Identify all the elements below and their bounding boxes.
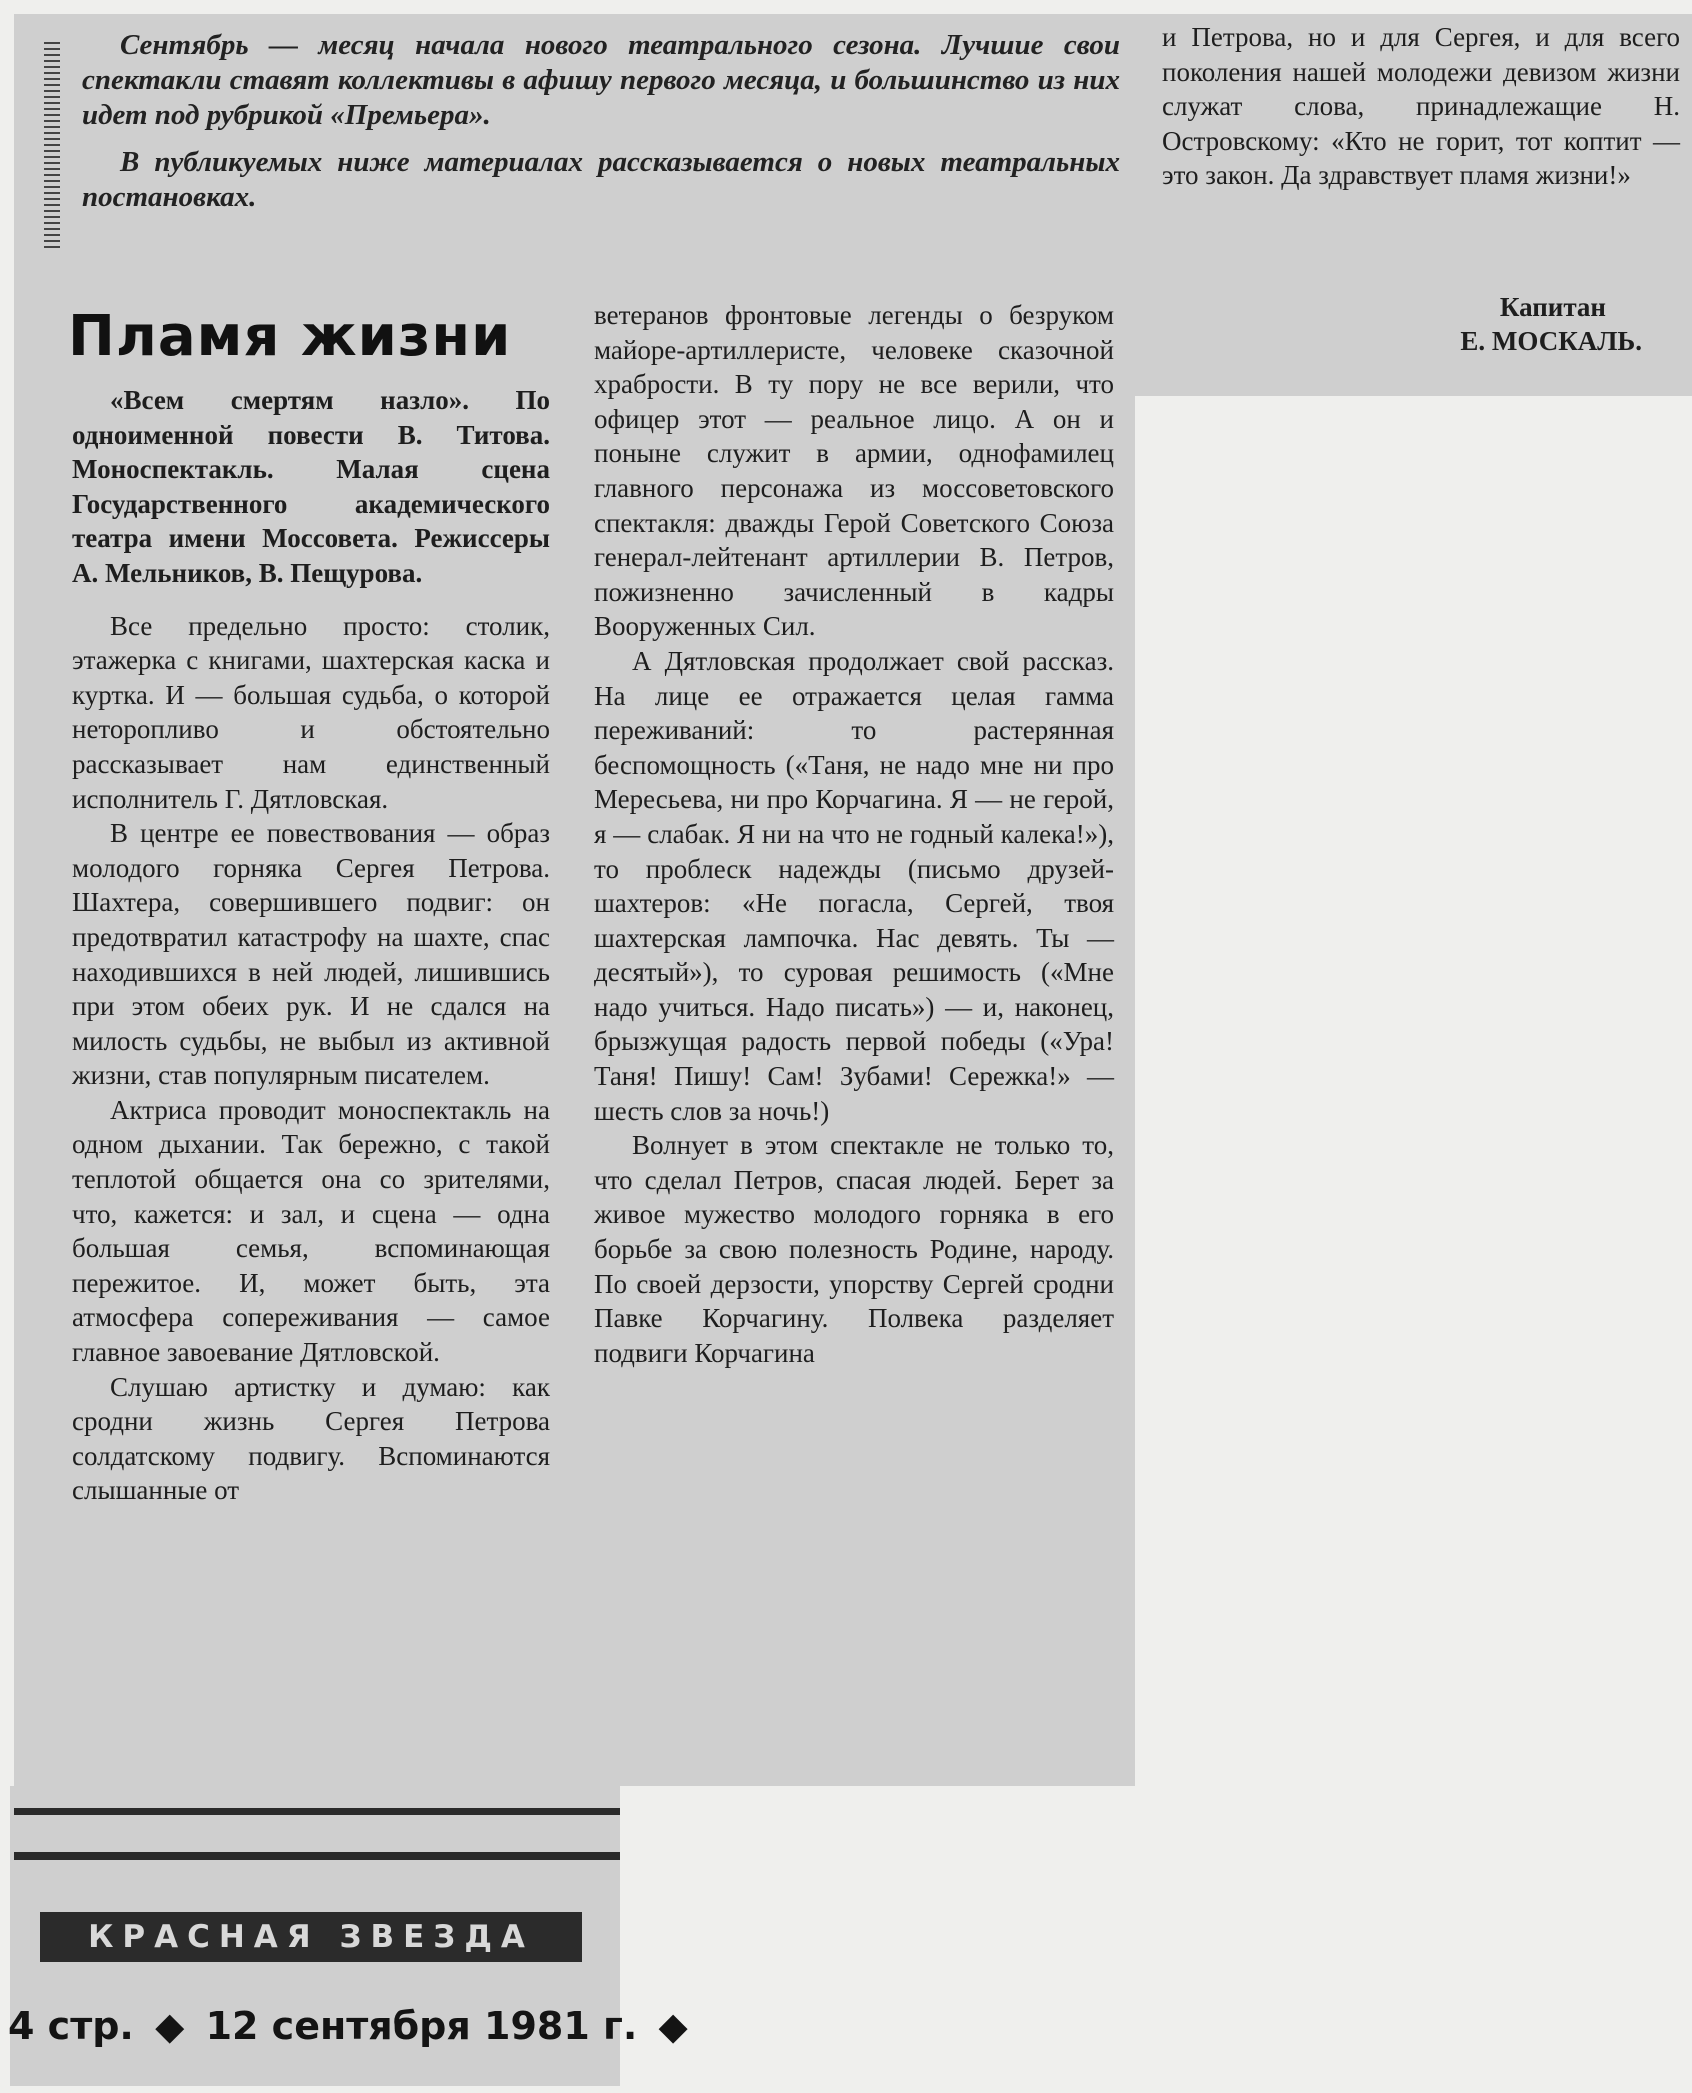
footer-rule-bottom [14, 1852, 620, 1860]
signature-name: Е. МОСКАЛЬ. [1460, 326, 1642, 356]
article-paragraph: А Дятловская продолжает свой рассказ. На лице ее отражается целая гамма переживаний: то растерянная беспомощность («Таня, не надо мне ни про Мересьева, ни про Корчагина. Я — не герой, я — слабак. Я ни на что не годный калека!»), то проблеск надежды (письмо друзей-шахтеров: «Не погасла, Сергей, твоя шахтерская лампочка. Нас девять. Ты — десятый»), то суровая решимость («Мне надо учиться. Надо писать») — и, наконец, брызжущая радость первой победы («Ура! Таня! Пишу! Сам! Зубами! Сережка!» — шесть слов за ночь!) [594, 645, 1114, 1126]
article-paragraph: ветеранов фронтовые легенды о безруком майоре-артиллеристе, человеке сказочной храбрости. В ту пору не все верили, что офицер этот — реальное лицо. А он и поныне служит в армии, однофамилец главного персонажа из моссоветовского спектакля: дважды Герой Советского Союза генерал-лейтенант артиллерии В. Петров, пожизненно зачисленный в кадры Вооруженных Сил. [594, 300, 1114, 642]
diamond-separator-icon: ◆ [658, 2004, 688, 2048]
page-number: 4 стр. [8, 2004, 134, 2048]
article-column-middle [594, 298, 1114, 1370]
article-paragraph: Волнует в этом спектакле не только то, что сделал Петров, спасая людей. Берет за живое мужество молодого горняка в его борьбе за свою полезность Родине, народу. По своей дерзости, упорству Сергей сродни Павке Корчагину. Полвека разделяет подвиги Корчагина [594, 1130, 1114, 1368]
intro-paragraph: В публикуемых ниже материалах рассказывается о новых театральных постановках. [82, 146, 1120, 213]
intro-block [82, 28, 1120, 215]
article-paragraph: В центре ее повествования — образ молодого горняка Сергея Петрова. Шахтера, совершившего подвиг: он предотвратил катастрофу на шахте, спас находившихся в ней людей, лишившись при этом обеих рук. И не сдался на милость судьбы, не выбыл из активной жизни, став популярным писателем. [72, 818, 550, 1091]
intro-hatch-ornament [44, 40, 60, 248]
page-dateline [8, 2003, 696, 2049]
article-paragraph: Все предельно просто: столик, этажерка с книгами, шахтерская каска и куртка. И — большая судьба, о которой неторопливо и обстоятельно рассказывает нам единственный исполнитель Г. Дятловская. [72, 610, 550, 814]
issue-date: 12 сентября 1981 г. [205, 2004, 638, 2048]
article-credits: «Всем смертям назло». По одноименной повести В. Титова. Моноспектакль. Малая сцена Государственного академического театра имени Моссовета. Режиссеры А. Мельников, В. Пещурова. [72, 385, 550, 588]
article-paragraph: и Петрова, но и для Сергея, и для всего поколения нашей молодежи девизом жизни служат слова, принадлежащие Н. Островскому: «Кто не горит, тот коптит — это закон. Да здравствует пламя жизни!» [1162, 22, 1680, 191]
newspaper-masthead: КРАСНАЯ ЗВЕЗДА [40, 1912, 582, 1962]
intro-paragraph: Сентябрь — месяц начала нового театрального сезона. Лучшие свои спектакли ставят коллективы в афишу первого месяца, и большинство из них идет под рубрикой «Премьера». [82, 29, 1120, 131]
article-title: Пламя жизни [68, 304, 512, 369]
signature-rank: Капитан [1499, 292, 1606, 322]
diamond-separator-icon: ◆ [155, 2004, 185, 2048]
footer-rule-top [14, 1808, 620, 1815]
article-paragraph: Слушаю артистку и думаю: как сродни жизнь Сергея Петрова солдатскому подвигу. Вспоминаются слышанные от [72, 1371, 550, 1506]
article-signature [1160, 290, 1642, 358]
article-paragraph: Актриса проводит моноспектакль на одном дыхании. Так бережно, с такой теплотой общается она со зрителями, что, кажется: и зал, и сцена — одна большая семья, вспоминающая пережитое. И, может быть, эта атмосфера сопереживания — самое главное завоевание Дятловской. [72, 1094, 550, 1368]
article-column-left [72, 383, 550, 1508]
article-column-right [1162, 20, 1680, 193]
